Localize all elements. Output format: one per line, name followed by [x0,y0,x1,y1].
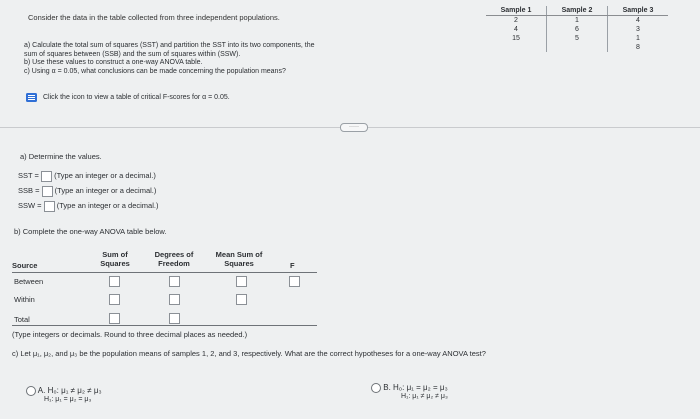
table-cell: 8 [608,43,669,52]
ssb-hint: (Type an integer or a decimal.) [54,186,157,195]
between-ss-input[interactable] [109,276,120,287]
col-ss: Sum of Squares [100,250,130,268]
f-input[interactable] [289,276,300,287]
option-a-h0: H₀: μ₁ ≠ μ₂ ≠ μ₃ [47,386,102,396]
ssw-input[interactable] [44,201,55,212]
instructions [24,42,444,76]
instruction-a: a) Calculate the total sum of squares (SST) and partition the SST into its two components, the [24,42,315,49]
table-cell: 5 [547,34,608,43]
part-a-heading: a) Determine the values. [20,152,102,161]
sst-input[interactable] [41,171,52,182]
col-df: Degrees of Freedom [154,250,194,268]
option-b-h1: H₁: μ₁ ≠ μ₂ ≠ μ₃ [401,393,448,400]
table-cell: 6 [547,25,608,34]
table-cell: 4 [608,16,669,26]
option-a-radio[interactable] [26,386,36,396]
ssb-row [18,185,156,197]
row-between-label: Between [14,277,44,286]
total-ss-input[interactable] [109,313,120,324]
option-b-radio[interactable] [371,383,381,393]
ssw-hint: (Type an integer or a decimal.) [56,201,159,210]
sst-hint: (Type an integer or a decimal.) [54,171,156,180]
option-b-h0: H₀: μ₁ = μ₂ = μ₃ [393,383,448,393]
instruction-a-cont: sum of squares between (SSB) and the sum of squares within (SSW). [24,50,241,58]
table-cell: 1 [547,16,608,26]
table-cell: 3 [608,25,669,34]
table-cell: 4 [514,26,518,33]
option-a-h1: H₁: μ₁ = μ₂ = μ₃ [44,396,92,403]
ssb-label: SSB = [18,186,40,195]
within-df-input[interactable] [169,294,180,305]
anova-note: (Type integers or decimals. Round to three decimal places as needed.) [12,330,248,339]
ssw-label: SSW = [18,201,42,210]
table-cell: 1 [608,34,669,43]
table-cell [486,43,547,52]
critical-values-link[interactable] [26,93,230,102]
table-rule [12,325,317,326]
ssb-input[interactable] [42,186,53,197]
sample-1-header: Sample 1 [486,6,547,16]
option-b-letter: B. [383,383,391,393]
anova-table [14,249,314,339]
col-f: F [290,261,295,270]
col-source: Source [12,261,38,270]
part-c-question: c) Let μ₁, μ₂, and μ₃ be the population means of samples 1, 2, and 3, respectively. What are the correct hypotheses for a one-way ANOVA test? [12,349,486,358]
total-df-input[interactable] [169,313,180,324]
option-b[interactable] [371,383,448,400]
within-ss-input[interactable] [109,294,120,305]
table-cell: 15 [512,35,520,42]
sample-3-header: Sample 3 [608,6,669,16]
sst-row [18,170,156,182]
table-cell [547,43,608,52]
between-ms-input[interactable] [236,276,247,287]
col-ms: Mean Sum of Squares [215,250,263,268]
table-cell: 2 [514,17,518,24]
instruction-b: b) Use these values to construct a one-way ANOVA table. [24,59,203,66]
sst-label: SST = [18,171,39,180]
option-a-letter: A. [37,386,46,396]
icon-note: Click the icon to view a table of critical F-scores for α = 0.05. [43,94,230,101]
samples-table [486,6,668,52]
table-icon[interactable] [26,93,37,102]
row-total-label: Total [14,315,30,324]
ssw-row [18,200,158,212]
between-df-input[interactable] [169,276,180,287]
row-within-label: Within [14,295,35,304]
expand-handle[interactable]: ····· [340,123,368,132]
sample-2-header: Sample 2 [547,6,608,16]
part-b-heading: b) Complete the one-way ANOVA table below. [14,227,167,236]
instruction-c: c) Using α = 0.05, what conclusions can be made concerning the population means? [24,67,286,75]
table-rule [12,272,317,273]
option-a[interactable] [26,386,102,403]
question-header: Consider the data in the table collected from three independent populations. [28,13,280,22]
within-ms-input[interactable] [236,294,247,305]
